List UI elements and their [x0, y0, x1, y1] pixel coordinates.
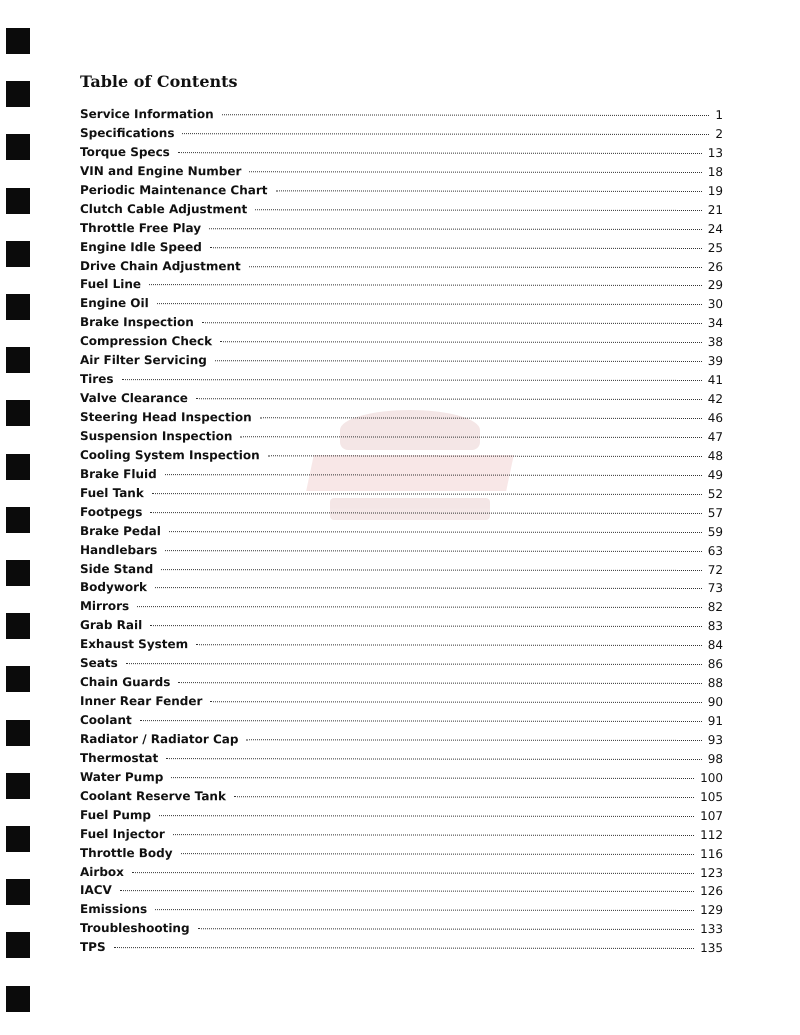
toc-entry-label: Brake Pedal — [79, 523, 161, 538]
toc-dot-leader — [155, 908, 694, 911]
toc-dot-leader — [150, 624, 702, 627]
toc-entry-page: 59 — [707, 524, 724, 539]
toc-dot-leader — [181, 852, 694, 855]
toc-entry-label: Thermostat — [79, 750, 159, 765]
toc-dot-leader — [121, 378, 701, 381]
toc-entry-page: 25 — [707, 240, 724, 255]
toc-entry[interactable] — [80, 465, 723, 485]
binding-tab — [6, 400, 30, 426]
toc-dot-leader — [132, 871, 694, 874]
toc-entry[interactable] — [80, 787, 723, 807]
toc-entry-page: 88 — [707, 676, 724, 691]
toc-entry-label: Fuel Pump — [79, 807, 152, 822]
binding-tab — [6, 294, 30, 320]
toc-entry-page: 105 — [700, 789, 724, 804]
toc-entry-label: Steering Head Inspection — [79, 410, 252, 425]
toc-entry-label: Radiator / Radiator Cap — [79, 731, 239, 747]
toc-entry-page: 39 — [707, 354, 724, 369]
toc-dot-leader — [249, 265, 702, 268]
toc-entry-label: Throttle Body — [79, 845, 173, 860]
toc-entry-page: 30 — [707, 297, 724, 312]
toc-dot-leader — [157, 302, 702, 305]
toc-entry-label: VIN and Engine Number — [79, 163, 242, 179]
toc-entry-page: 86 — [707, 657, 724, 672]
toc-entry[interactable] — [80, 711, 723, 731]
toc-dot-leader — [114, 946, 694, 949]
toc-entry[interactable] — [80, 881, 723, 901]
toc-entry[interactable] — [80, 484, 723, 504]
toc-entry-label: Periodic Maintenance Chart — [79, 182, 268, 198]
toc-entry[interactable] — [80, 408, 723, 428]
toc-entry[interactable] — [80, 257, 723, 277]
toc-dot-leader — [155, 587, 702, 590]
toc-entry-label: Airbox — [79, 864, 124, 879]
binding-tab — [6, 560, 30, 586]
toc-entry-page: 38 — [707, 335, 724, 350]
toc-entry-label: Bodywork — [79, 580, 148, 595]
toc-entry[interactable] — [80, 692, 723, 712]
toc-entry-label: Compression Check — [79, 334, 213, 349]
toc-dot-leader — [165, 549, 701, 552]
toc-entry-page: 21 — [707, 202, 724, 217]
toc-entry-page: 133 — [700, 922, 724, 937]
toc-dot-leader — [161, 568, 701, 571]
toc-entry-page: 26 — [707, 259, 724, 274]
toc-entry[interactable] — [80, 616, 723, 636]
toc-entry-label: Engine Oil — [79, 296, 149, 311]
toc-dot-leader — [150, 511, 701, 514]
toc-entry[interactable] — [80, 446, 723, 466]
toc-dot-leader — [246, 738, 701, 741]
binding-tab — [6, 879, 30, 905]
toc-dot-leader — [196, 643, 702, 646]
toc-entry-page: 73 — [707, 581, 724, 596]
toc-entry-page: 100 — [700, 770, 724, 785]
toc-entry-page: 129 — [700, 903, 724, 918]
toc-entry-label: Specifications — [79, 125, 175, 141]
toc-entry[interactable] — [80, 105, 723, 125]
toc-entry-page: 57 — [707, 505, 724, 520]
toc-entry-label: Air Filter Servicing — [79, 353, 207, 368]
toc-entry[interactable] — [80, 124, 723, 144]
toc-entry-page: 2 — [715, 126, 724, 141]
toc-entry[interactable] — [80, 275, 723, 295]
toc-entry[interactable] — [80, 332, 723, 352]
toc-dot-leader — [182, 132, 709, 135]
toc-entry-page: 116 — [700, 846, 724, 861]
toc-entry-label: Suspension Inspection — [79, 428, 233, 444]
toc-entry[interactable] — [80, 181, 723, 201]
toc-entry[interactable] — [80, 351, 723, 371]
toc-entry[interactable] — [80, 938, 723, 958]
toc-entry-page: 135 — [700, 941, 724, 956]
toc-entry[interactable] — [80, 313, 723, 333]
toc-dot-leader — [255, 208, 701, 211]
binding-tab — [6, 241, 30, 267]
toc-entry-page: 47 — [707, 429, 724, 444]
toc-entry[interactable] — [80, 427, 723, 447]
toc-entry[interactable] — [80, 749, 723, 769]
toc-entry[interactable] — [80, 200, 723, 220]
toc-entry-page: 112 — [700, 827, 724, 842]
toc-entry[interactable] — [80, 294, 723, 314]
toc-dot-leader — [152, 492, 702, 495]
toc-dot-leader — [240, 435, 701, 438]
binding-tab — [6, 932, 30, 958]
toc-dot-leader — [159, 814, 694, 817]
toc-entry[interactable] — [80, 219, 723, 239]
toc-dot-leader — [169, 530, 702, 533]
toc-entry[interactable] — [80, 578, 723, 598]
toc-entry-label: Emissions — [79, 902, 148, 917]
toc-dot-leader — [137, 605, 702, 608]
toc-entry-page: 126 — [700, 884, 724, 899]
toc-entry-page: 19 — [707, 183, 724, 198]
toc-entry[interactable] — [80, 522, 723, 542]
binding-tab — [6, 613, 30, 639]
toc-entry-label: Engine Idle Speed — [79, 239, 202, 254]
toc-dot-leader — [268, 454, 702, 457]
toc-dot-leader — [178, 681, 701, 684]
spiral-binding — [0, 0, 40, 1035]
toc-entry-label: Cooling System Inspection — [79, 447, 260, 463]
toc-entry[interactable] — [80, 597, 723, 617]
toc-entry-page: 93 — [707, 732, 724, 747]
toc-entry[interactable] — [80, 844, 723, 864]
toc-dot-leader — [171, 776, 694, 779]
toc-dot-leader — [165, 473, 702, 476]
toc-entry-label: Coolant Reserve Tank — [79, 788, 226, 803]
toc-entry-label: Seats — [79, 656, 118, 671]
toc-entry-page: 13 — [707, 145, 724, 160]
toc-entry-page: 49 — [707, 467, 724, 482]
toc-entry-page: 24 — [707, 221, 724, 236]
toc-entry-label: Side Stand — [79, 561, 154, 576]
toc-entry-label: Exhaust System — [79, 637, 189, 652]
toc-entry-page: 91 — [707, 713, 724, 729]
toc-entry-label: Chain Guards — [79, 675, 171, 690]
toc-entry-page: 83 — [707, 619, 724, 634]
toc-entry-label: IACV — [79, 883, 112, 898]
toc-entry-page: 41 — [707, 373, 724, 388]
toc-entry-page: 29 — [707, 278, 724, 293]
toc-entry[interactable] — [80, 560, 723, 580]
toc-dot-leader — [234, 795, 694, 798]
toc-entry-label: Clutch Cable Adjustment — [79, 201, 248, 216]
toc-entry[interactable] — [80, 825, 723, 845]
toc-entry-label: Throttle Free Play — [79, 220, 202, 235]
toc-entry-label: TPS — [79, 940, 106, 955]
toc-entry-page: 90 — [707, 695, 724, 710]
toc-entry-page: 63 — [707, 543, 724, 558]
toc-dot-leader — [275, 189, 701, 192]
toc-dot-leader — [120, 890, 694, 893]
toc-entry[interactable] — [80, 768, 723, 788]
toc-dot-leader — [126, 662, 702, 665]
toc-entry[interactable] — [80, 900, 723, 920]
toc-entry-page: 84 — [707, 638, 724, 653]
toc-dot-leader — [140, 719, 702, 722]
binding-tab — [6, 507, 30, 533]
table-of-contents — [80, 105, 723, 957]
toc-entry-label: Brake Inspection — [79, 315, 194, 330]
toc-dot-leader — [178, 151, 702, 154]
toc-entry-label: Valve Clearance — [79, 391, 188, 406]
toc-entry-label: Drive Chain Adjustment — [79, 258, 241, 273]
toc-entry[interactable] — [80, 654, 723, 674]
toc-dot-leader — [149, 284, 702, 287]
toc-entry[interactable] — [80, 673, 723, 693]
toc-entry-label: Coolant — [79, 713, 132, 728]
toc-entry[interactable] — [80, 503, 723, 523]
toc-entry-page: 46 — [707, 410, 724, 426]
toc-entry-label: Handlebars — [79, 542, 158, 557]
toc-entry-label: Water Pump — [79, 769, 164, 784]
toc-dot-leader — [210, 700, 701, 703]
toc-entry-label: Inner Rear Fender — [79, 694, 203, 709]
binding-tab — [6, 188, 30, 214]
page-title: Table of Contents — [80, 72, 238, 91]
toc-dot-leader — [215, 359, 702, 362]
toc-dot-leader — [196, 397, 702, 400]
binding-tab — [6, 666, 30, 692]
toc-entry-page: 1 — [715, 107, 724, 123]
toc-entry[interactable] — [80, 389, 723, 409]
toc-dot-leader — [220, 340, 702, 343]
toc-entry[interactable] — [80, 541, 723, 561]
toc-entry[interactable] — [80, 635, 723, 655]
toc-entry[interactable] — [80, 370, 723, 390]
toc-entry[interactable] — [80, 143, 723, 163]
toc-dot-leader — [209, 227, 702, 230]
toc-entry[interactable] — [80, 863, 723, 883]
toc-entry-page: 123 — [700, 865, 724, 880]
binding-tab — [6, 454, 30, 480]
toc-dot-leader — [222, 113, 710, 116]
binding-tab — [6, 347, 30, 373]
toc-entry-label: Service Information — [79, 107, 214, 122]
toc-entry-page: 52 — [707, 486, 724, 501]
toc-entry-page: 34 — [707, 316, 724, 331]
toc-entry[interactable] — [80, 238, 723, 258]
toc-dot-leader — [260, 416, 702, 419]
toc-entry[interactable] — [80, 162, 723, 182]
toc-dot-leader — [166, 757, 701, 760]
toc-entry-label: Brake Fluid — [79, 466, 157, 481]
toc-entry[interactable] — [80, 730, 723, 750]
toc-entry-page: 82 — [707, 600, 724, 615]
toc-entry-label: Troubleshooting — [79, 921, 190, 936]
toc-entry-page: 107 — [700, 808, 724, 823]
binding-tab — [6, 81, 30, 107]
binding-tab — [6, 773, 30, 799]
toc-entry-label: Grab Rail — [79, 618, 143, 633]
toc-dot-leader — [173, 833, 694, 836]
toc-entry[interactable] — [80, 919, 723, 939]
toc-entry-label: Torque Specs — [79, 144, 170, 160]
toc-entry-label: Mirrors — [79, 599, 130, 614]
toc-entry-page: 42 — [707, 392, 724, 407]
toc-entry-label: Fuel Tank — [79, 485, 144, 500]
binding-tab — [6, 134, 30, 160]
toc-dot-leader — [210, 246, 702, 249]
toc-entry-page: 98 — [707, 751, 724, 766]
toc-entry-page: 48 — [707, 448, 724, 463]
toc-entry-label: Tires — [79, 372, 114, 387]
toc-entry-page: 72 — [707, 562, 724, 577]
binding-tab — [6, 986, 30, 1012]
toc-dot-leader — [198, 927, 695, 930]
toc-entry[interactable] — [80, 806, 723, 826]
toc-entry-label: Fuel Injector — [79, 826, 165, 841]
toc-entry-label: Fuel Line — [79, 277, 142, 292]
binding-tab — [6, 826, 30, 852]
toc-entry-page: 18 — [707, 164, 724, 179]
toc-dot-leader — [249, 170, 701, 173]
toc-dot-leader — [202, 322, 702, 325]
toc-entry-label: Footpegs — [79, 504, 143, 519]
binding-tab — [6, 720, 30, 746]
binding-tab — [6, 28, 30, 54]
